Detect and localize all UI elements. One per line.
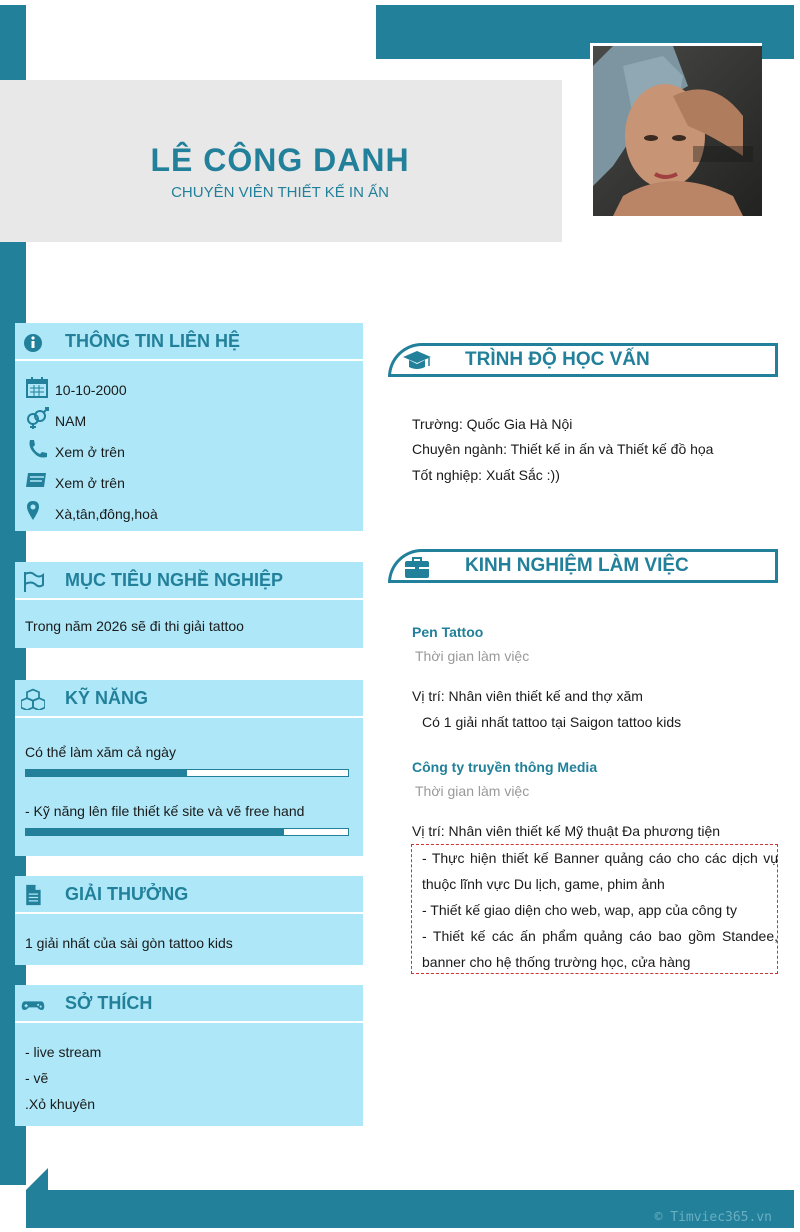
gender-text: NAM [55,413,87,429]
skill-bar [25,828,349,836]
education-heading: TRÌNH ĐỘ HỌC VẤN [465,349,650,370]
skill-bar-fill [26,770,187,776]
hobby-item: .Xỏ khuyên [25,1096,96,1112]
candidate-name: LÊ CÔNG DANH [150,142,410,178]
objective-heading: MỤC TIÊU NGHỀ NGHIỆP [65,570,284,590]
job-detail-line: - Thiết kế giao diện cho web, wap, app của công ty [422,902,737,918]
skills-heading: KỸ NĂNG [65,688,149,708]
job-time: Thời gian làm việc [415,783,530,799]
gender-icon [25,407,49,429]
job-position: Vị trí: Nhân viên thiết kế Mỹ thuật Đa phương tiện [412,823,721,839]
hobby-item: - live stream [25,1044,102,1060]
skill-bar-fill [26,829,284,835]
email-icon [25,469,49,491]
job-detail-line: thuộc lĩnh vực Du lịch, game, phim ảnh [422,876,665,892]
objective-section-header [15,562,363,598]
education-graduation: Tốt nghiệp: Xuất Sắc :)) [412,467,560,483]
hobbies-section-header [15,985,363,1021]
calendar-icon [25,376,49,398]
phone-text: Xem ở trên [55,444,125,460]
document-icon [21,884,45,906]
hobbies-heading: SỞ THÍCH [65,993,153,1013]
cubes-icon [21,688,45,710]
job-company: Công ty truyền thông Media [412,759,598,775]
birthday-text: 10-10-2000 [55,382,127,398]
phone-icon [25,438,49,460]
awards-body [15,914,363,965]
contact-body [15,361,363,531]
job-detail-line: banner cho hệ thống trường học, cửa hàng [422,954,691,970]
experience-heading: KINH NGHIỆM LÀM VIỆC [465,555,689,576]
skill-bar [25,769,349,777]
objective-text: Trong năm 2026 sẽ đi thi giải tattoo [25,618,244,634]
awards-heading: GIẢI THƯỞNG [65,884,189,904]
experience-section-header [388,549,778,583]
candidate-title: CHUYÊN VIÊN THIẾT KẾ IN ẤN [171,184,389,201]
skills-section-header [15,680,363,716]
location-icon [25,500,49,522]
gamepad-icon [21,993,45,1015]
graduation-cap-icon [401,349,433,373]
hobbies-body [15,1023,363,1126]
education-school: Trường: Quốc Gia Hà Nội [412,416,573,432]
job-time: Thời gian làm việc [415,648,530,664]
contact-section-header [15,323,363,359]
address-text: Xà,tân,đông,hoà [55,506,158,522]
skill-label: Có thể làm xăm cả ngày [25,744,176,760]
hobby-item: - vẽ [25,1070,49,1086]
awards-section-header [15,876,363,912]
contact-heading: THÔNG TIN LIÊN HỆ [65,331,240,351]
footer-corner [26,1168,48,1190]
email-text: Xem ở trên [55,475,125,491]
footer-fill [26,1190,48,1228]
objective-body [15,600,363,648]
job-detail-box [411,844,778,974]
job-detail-line: - Thiết kế các ấn phẩm quảng cáo bao gồm Standee, [422,928,778,944]
education-section-header [388,343,778,377]
awards-text: 1 giải nhất của sài gòn tattoo kids [25,935,233,951]
education-major: Chuyên ngành: Thiết kế in ấn và Thiết kế đồ họa [412,441,714,457]
job-company: Pen Tattoo [412,624,484,640]
briefcase-icon [401,555,433,579]
job-detail-line: - Thực hiện thiết kế Banner quảng cáo cho các dịch vụ [422,850,778,866]
skill-label: - Kỹ năng lên file thiết kế site và vẽ free hand [25,803,305,819]
job-detail: Có 1 giải nhất tattoo tại Saigon tattoo kids [422,714,682,730]
skills-body [15,718,363,856]
info-icon [21,331,45,353]
job-position: Vị trí: Nhân viên thiết kế and thợ xăm [412,688,643,704]
flag-icon [21,570,45,592]
watermark: © Timviec365.vn [654,1210,772,1225]
profile-photo [593,46,762,216]
